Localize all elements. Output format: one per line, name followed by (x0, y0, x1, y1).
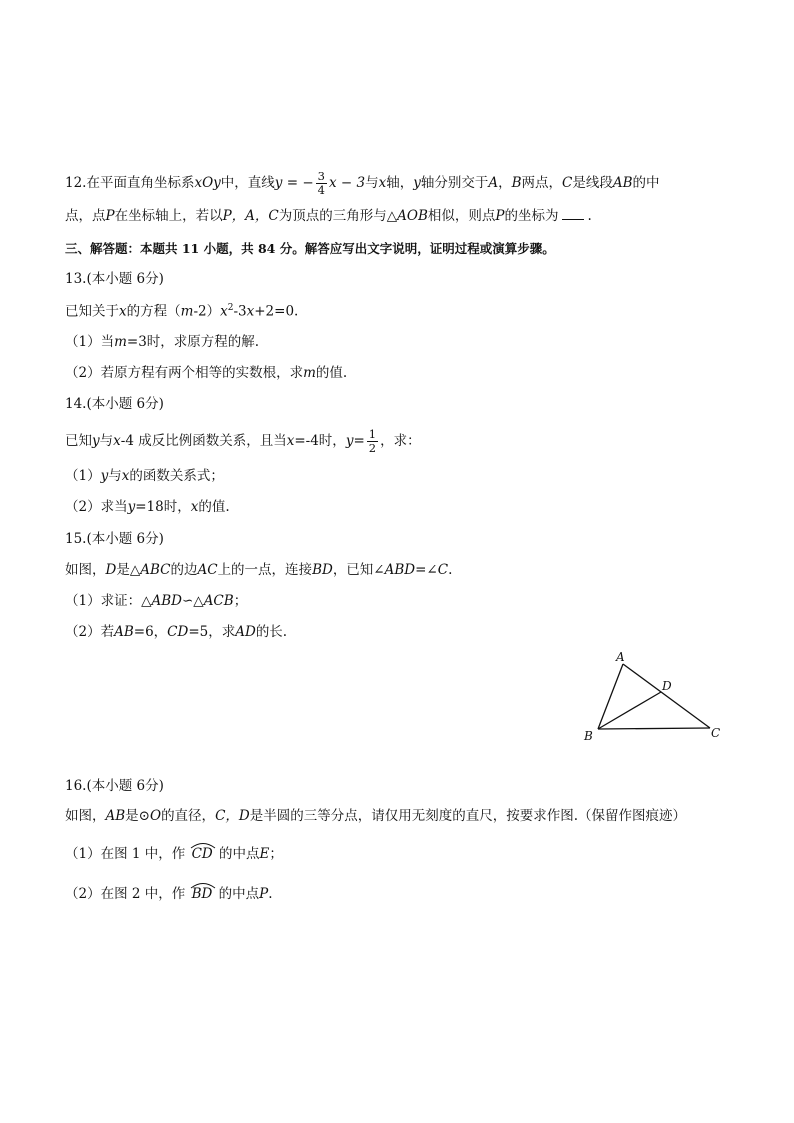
fraction-3-4: $\frac{3}{4}$ (317, 169, 325, 198)
q15-part2: （2）若AB=6，CD=5，求AD的长. (65, 624, 288, 640)
q14-stem: 已知y与x-4 成反比例函数关系，且当x=-4时，y= $\frac{1}{2}$ ，求： (65, 427, 421, 456)
q14-part1: （1）y与x的函数关系式； (65, 468, 224, 484)
q16-header: 16.(本小题 6分) (65, 778, 164, 794)
arc-cd-icon (190, 841, 216, 849)
fraction-1-2: $\frac{1}{2}$ (368, 427, 377, 456)
edge-bc (598, 728, 710, 729)
q15-part1: （1）求证：△ABD∽△ACB； (65, 593, 248, 609)
q13-part1: （1）当m=3时，求原方程的解. (65, 334, 260, 350)
q14-header: 14.(本小题 6分) (65, 396, 164, 412)
q12-line1: 12.在平面直角坐标系xOy中，直线y = − $\frac{3}{4}$ x − 3与x轴，y轴分别交于A，B两点，C是线段AB的中 (65, 169, 660, 198)
q14-part2: （2）求当y=18时，x的值. (65, 499, 230, 515)
label-d: D (662, 679, 672, 693)
triangle-figure (575, 645, 735, 745)
q16-part1: （1）在图 1 中，作 CD 的中点E； (65, 848, 283, 862)
arc-bd: BD (190, 888, 215, 902)
q15-stem: 如图，D是△ABC的边AC上的一点，连接BD，已知∠ABD=∠C. (65, 562, 453, 578)
section-three-heading: 三、解答题：本题共 11 小题，共 84 分。解答应写出文字说明，证明过程或演算步骤。 (65, 241, 555, 256)
q16-stem: 如图，AB是⊙O的直径，C，D是半圆的三等分点，请仅用无刻度的直尺，按要求作图.（保留作图痕迹） (65, 808, 687, 824)
q15-header: 15.(本小题 6分) (65, 531, 164, 547)
arc-bd-icon (190, 881, 216, 889)
q13-stem: 已知关于x的方程$(m-2)x^2-3x+2=0$. (65, 303, 299, 320)
label-a: A (616, 650, 625, 664)
edge-ab (598, 664, 623, 729)
segment-bd (598, 692, 661, 729)
answer-blank (562, 219, 584, 220)
label-c: C (711, 726, 721, 740)
edge-ac (623, 664, 710, 728)
q13-header: 13.(本小题 6分) (65, 271, 164, 287)
q13-part2: （2）若原方程有两个相等的实数根，求m的值. (65, 365, 348, 381)
q16-part2: （2）在图 2 中，作 BD 的中点P. (65, 888, 273, 902)
label-b: B (584, 729, 593, 743)
arc-cd: CD (190, 848, 215, 862)
q12-line2: 点，点P在坐标轴上，若以P，A，C为顶点的三角形与△AOB相似，则点P的坐标为 . (65, 208, 592, 224)
